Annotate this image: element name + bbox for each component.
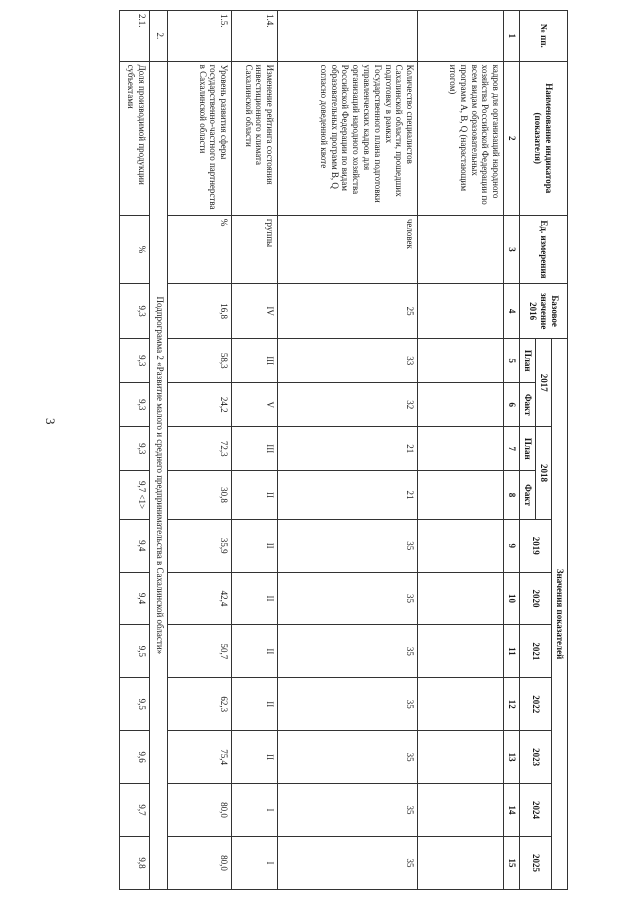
row-base: IV <box>232 284 278 339</box>
col-number: 10 <box>504 572 520 625</box>
row-p18: 9,3 <box>120 427 150 471</box>
row-v25: 35 <box>278 836 418 889</box>
row-v24: 35 <box>278 784 418 837</box>
page-number: 3 <box>43 418 58 425</box>
row-base: 9,3 <box>120 284 150 339</box>
row-v20: 9,4 <box>120 572 150 625</box>
col-number: 9 <box>504 519 520 572</box>
row-f18: 21 <box>278 471 418 519</box>
row-f18: II <box>232 471 278 519</box>
row-v22: 62,3 <box>168 678 232 731</box>
col-number: 4 <box>504 284 520 339</box>
row-base <box>418 284 504 339</box>
header-2017-fact: Факт <box>520 383 536 427</box>
row-v19: 35,9 <box>168 519 232 572</box>
row-f18: 9,7 <1> <box>120 471 150 519</box>
row-p18: 21 <box>278 427 418 471</box>
header-2022: 2022 <box>520 678 552 731</box>
col-number: 7 <box>504 427 520 471</box>
col-number: 14 <box>504 784 520 837</box>
row-v22: 9,5 <box>120 678 150 731</box>
row-v21 <box>418 625 504 678</box>
col-number: 15 <box>504 836 520 889</box>
col-number: 8 <box>504 471 520 519</box>
row-p17: 58,3 <box>168 339 232 383</box>
row-p17: 33 <box>278 339 418 383</box>
row-p18: 72,3 <box>168 427 232 471</box>
header-unit: Ед. измерения <box>520 215 568 283</box>
row-v23: 75,4 <box>168 731 232 784</box>
row-name: Изменение рейтинга состояния инвестиционного климата Сахалинской области <box>232 61 278 215</box>
row-v21: 50,7 <box>168 625 232 678</box>
col-number: 2 <box>504 61 520 215</box>
subprogram-row <box>150 11 168 890</box>
row-v21: 35 <box>278 625 418 678</box>
row-base: 25 <box>278 284 418 339</box>
subprogram-title: Подпрограмма 2 «Развитие малого и среднего предпринимательства в Сахалинской области» <box>150 61 168 889</box>
row-name: Доля производимой продукции субъектами <box>120 61 150 215</box>
row-v19: 9,4 <box>120 519 150 572</box>
row-v22: 35 <box>278 678 418 731</box>
row-unit: человек <box>278 215 418 283</box>
row-name: Уровень развития сферы государственно-частного партнерства в Сахалинской области <box>168 61 232 215</box>
row-f18: 30,8 <box>168 471 232 519</box>
row-unit: % <box>168 215 232 283</box>
header-2024: 2024 <box>520 784 552 837</box>
row-v24: 9,7 <box>120 784 150 837</box>
row-v19 <box>418 519 504 572</box>
row-unit: группы <box>232 215 278 283</box>
header-2018-plan: План <box>520 427 536 471</box>
row-v25 <box>418 836 504 889</box>
row-v23 <box>418 731 504 784</box>
col-number: 3 <box>504 215 520 283</box>
table-row <box>278 11 418 890</box>
header-2025: 2025 <box>520 836 552 889</box>
row-v24 <box>418 784 504 837</box>
row-unit: % <box>120 215 150 283</box>
row-v23: 9,6 <box>120 731 150 784</box>
row-name: кадров для организаций народного хозяйства Российской Федерации по всем видам образовательных программ A, B, Q (нарастающим итогом) <box>418 61 504 215</box>
header-num: № пп. <box>520 11 568 62</box>
header-2020: 2020 <box>520 572 552 625</box>
row-name: Количество специалистов Сахалинской области, прошедших подготовку в рамках Государственного плана подготовки управленческих кадров для организаций народного хозяйства Российской Федерации по видам образовательных программ B, Q согласно доведенной квоте <box>278 61 418 215</box>
row-v20: 42,4 <box>168 572 232 625</box>
row-v20: 35 <box>278 572 418 625</box>
col-number: 13 <box>504 731 520 784</box>
header-2018: 2018 <box>536 427 552 520</box>
row-num <box>278 11 418 62</box>
row-v23: 35 <box>278 731 418 784</box>
row-v25: 80,0 <box>168 836 232 889</box>
row-p18 <box>418 427 504 471</box>
header-values: Значения показателей <box>552 339 568 890</box>
row-p18: III <box>232 427 278 471</box>
header-2023: 2023 <box>520 731 552 784</box>
header-2017-plan: План <box>520 339 536 383</box>
row-v24: 80,0 <box>168 784 232 837</box>
row-unit <box>418 215 504 283</box>
header-name: Наименование индикатора (показателя) <box>520 61 568 215</box>
header-2019: 2019 <box>520 519 552 572</box>
col-number: 11 <box>504 625 520 678</box>
row-p17: III <box>232 339 278 383</box>
row-num: 2.1. <box>120 11 150 62</box>
row-f17: 32 <box>278 383 418 427</box>
row-v19: II <box>232 519 278 572</box>
col-number: 1 <box>504 11 520 62</box>
col-number: 6 <box>504 383 520 427</box>
table-row <box>418 11 504 890</box>
header-2021: 2021 <box>520 625 552 678</box>
header-2017: 2017 <box>536 339 552 427</box>
row-f17: 24,2 <box>168 383 232 427</box>
row-v21: II <box>232 625 278 678</box>
row-f17: 9,3 <box>120 383 150 427</box>
row-v22: II <box>232 678 278 731</box>
table-row <box>120 11 150 890</box>
header-2018-fact: Факт <box>520 471 536 519</box>
row-v19: 35 <box>278 519 418 572</box>
header-base: Базовое значение 2016 <box>520 284 568 339</box>
row-p17: 9,3 <box>120 339 150 383</box>
rotated-table-container <box>78 10 568 890</box>
row-v22 <box>418 678 504 731</box>
row-num: 1.4. <box>232 11 278 62</box>
row-p17 <box>418 339 504 383</box>
indicators-table <box>119 10 568 890</box>
row-v25: 9,8 <box>120 836 150 889</box>
row-num: 1.5. <box>168 11 232 62</box>
row-v20 <box>418 572 504 625</box>
col-number: 12 <box>504 678 520 731</box>
row-f18 <box>418 471 504 519</box>
table-row <box>232 11 278 890</box>
row-f17: V <box>232 383 278 427</box>
row-v23: II <box>232 731 278 784</box>
row-num <box>418 11 504 62</box>
row-v20: II <box>232 572 278 625</box>
row-v24: I <box>232 784 278 837</box>
row-v25: I <box>232 836 278 889</box>
table-row <box>168 11 232 890</box>
row-f17 <box>418 383 504 427</box>
row-base: 16,8 <box>168 284 232 339</box>
col-number: 5 <box>504 339 520 383</box>
subprogram-num: 2. <box>150 11 168 62</box>
row-v21: 9,5 <box>120 625 150 678</box>
